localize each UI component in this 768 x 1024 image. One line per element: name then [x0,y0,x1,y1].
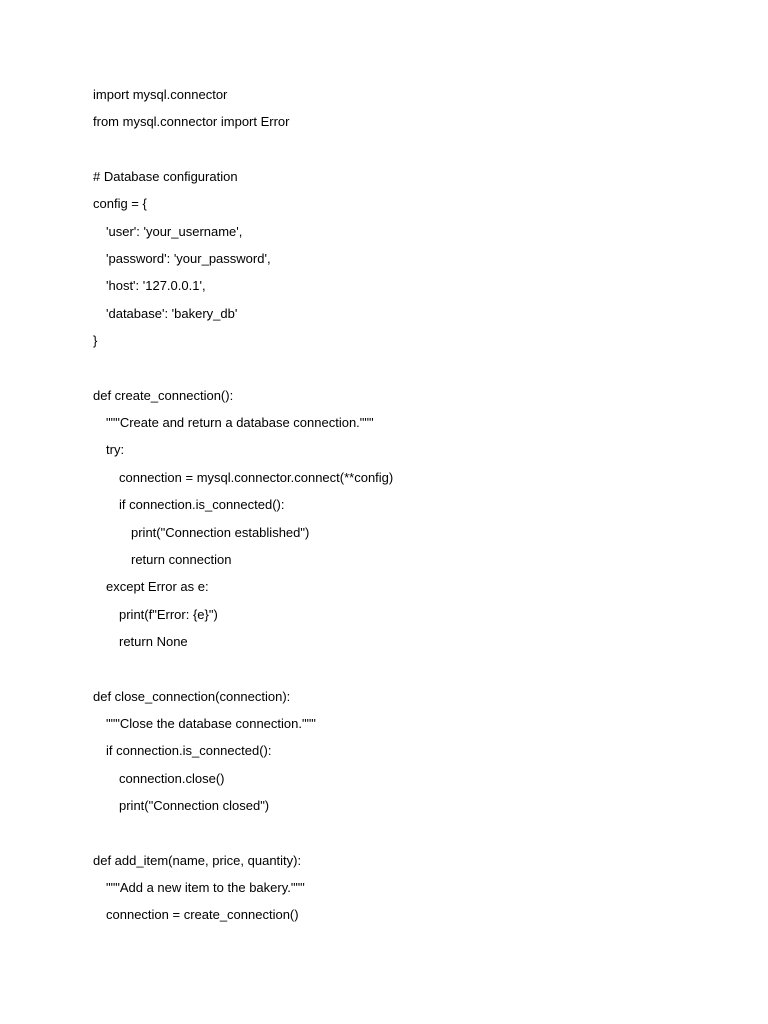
function-definition: def create_connection(): [93,387,234,403]
code-line: connection.close() [119,770,225,786]
code-comment: # Database configuration [93,169,238,185]
code-line: if connection.is_connected(): [119,497,285,513]
code-line: print("Connection established") [131,524,310,540]
code-line: 'database': 'bakery_db' [106,305,238,321]
code-line: print("Connection closed") [119,797,270,813]
code-line: return connection [131,551,232,567]
blank-line [93,140,733,167]
code-line: print(f"Error: {e}") [119,606,218,622]
function-definition: def add_item(name, price, quantity): [93,852,302,868]
blank-line [93,659,733,686]
code-line: connection = create_connection() [106,907,299,923]
code-line: try: [106,442,125,458]
code-line: 'host': '127.0.0.1', [106,278,206,294]
docstring: """Close the database connection.""" [106,715,316,731]
code-line: 'user': 'your_username', [106,223,243,239]
blank-line [93,823,733,850]
code-line: connection = mysql.connector.connect(**config) [119,469,394,485]
docstring: """Add a new item to the bakery.""" [106,879,305,895]
code-line: } [93,333,98,349]
blank-line [93,358,733,385]
docstring: """Create and return a database connection.""" [106,415,374,431]
code-line: return None [119,633,188,649]
code-line: config = { [93,196,147,212]
code-line: if connection.is_connected(): [106,743,272,759]
code-line: except Error as e: [106,579,209,595]
code-line: from mysql.connector import Error [93,114,290,130]
code-line: 'password': 'your_password', [106,251,271,267]
function-definition: def close_connection(connection): [93,688,291,704]
code-block [93,85,733,933]
code-line: import mysql.connector [93,87,228,102]
